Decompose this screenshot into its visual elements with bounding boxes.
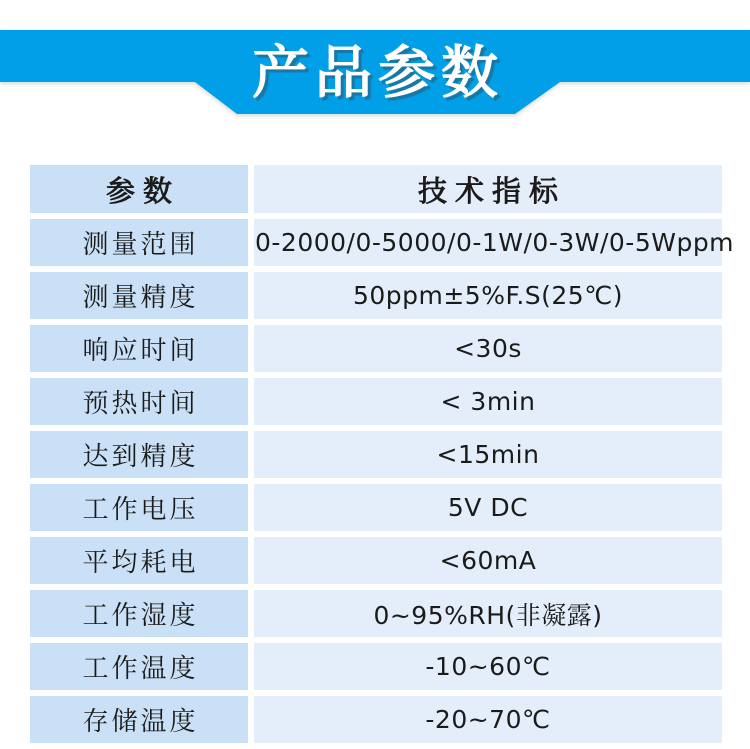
- table-row: [30, 696, 722, 743]
- param-value-cell: <15min: [254, 431, 722, 478]
- table-row: [30, 590, 722, 637]
- param-value-cell: 0-2000/0-5000/0-1W/0-3W/0-5Wppm: [254, 219, 722, 266]
- table-row: [30, 378, 722, 425]
- param-value-cell: -20~70℃: [254, 696, 722, 743]
- table-row: [30, 272, 722, 319]
- table-row: [30, 325, 722, 372]
- param-name-cell: 工作电压: [30, 484, 248, 531]
- param-name-cell: 存储温度: [30, 696, 248, 743]
- param-value-cell: -10~60℃: [254, 643, 722, 690]
- param-value-cell: < 3min: [254, 378, 722, 425]
- param-name-cell: 工作湿度: [30, 590, 248, 637]
- table-row: [30, 431, 722, 478]
- column-header-parameter: 参数: [30, 165, 248, 213]
- param-name-cell: 测量精度: [30, 272, 248, 319]
- table-row: [30, 643, 722, 690]
- header-row: [30, 165, 722, 213]
- param-value-cell: <60mA: [254, 537, 722, 584]
- param-name-cell: 响应时间: [30, 325, 248, 372]
- param-value-cell: 50ppm±5%F.S(25℃): [254, 272, 722, 319]
- param-name-cell: 平均耗电: [30, 537, 248, 584]
- table-row: [30, 537, 722, 584]
- param-name-cell: 工作温度: [30, 643, 248, 690]
- param-value-cell: 5V DC: [254, 484, 722, 531]
- page-title: 产品参数: [252, 40, 504, 106]
- table-row: [30, 219, 722, 266]
- column-header-spec: 技术指标: [254, 165, 722, 213]
- param-value-cell: 0~95%RH(非凝露): [254, 590, 722, 637]
- spec-table: [24, 159, 735, 749]
- param-name-cell: 测量范围: [30, 219, 248, 266]
- spec-table-body: [30, 219, 735, 743]
- param-name-cell: 预热时间: [30, 378, 248, 425]
- table-row: [30, 484, 722, 531]
- param-name-cell: 达到精度: [30, 431, 248, 478]
- param-value-cell: <30s: [254, 325, 722, 372]
- banner: [0, 0, 750, 120]
- spec-table-container: [24, 159, 735, 749]
- spec-table-head: [30, 165, 722, 213]
